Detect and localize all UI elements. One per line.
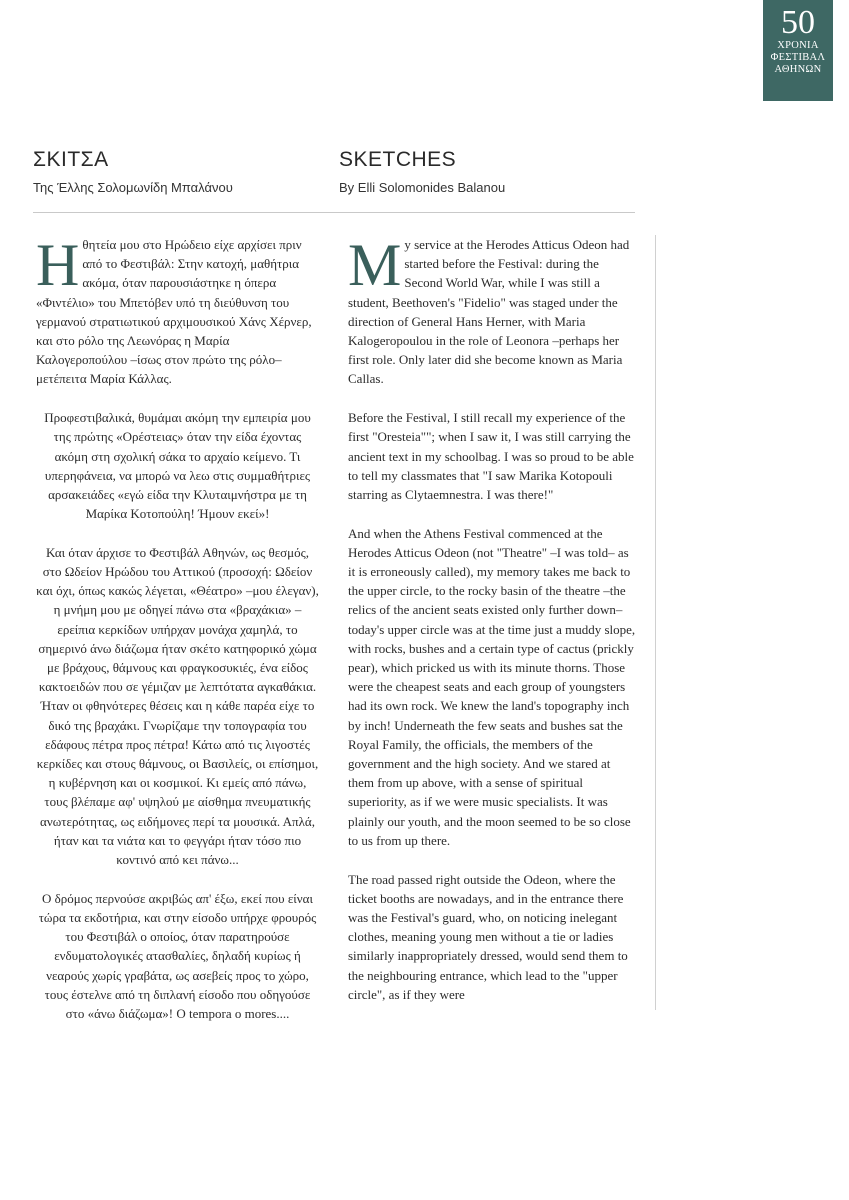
greek-byline: Της Έλλης Σολομωνίδη Μπαλάνου bbox=[33, 180, 233, 195]
festival-anniversary-badge bbox=[763, 0, 833, 101]
english-byline: By Elli Solomonides Balanou bbox=[339, 180, 506, 195]
english-drop-cap: M bbox=[348, 232, 402, 298]
column-divider bbox=[655, 235, 656, 1010]
english-paragraph-1 bbox=[348, 232, 638, 389]
english-paragraph-1-text: y service at the Herodes Atticus Odeon had started before the Festival: during the Second World War, while I was still a student, Beethoven's "Fidelio" was staged under the direction of General Hans Herner, with Maria Kalogeropoulou in the role of Leonora –perhaps her first role. Only later did she become known as Maria Callas. bbox=[348, 237, 630, 387]
english-paragraph-2: Before the Festival, I still recall my experience of the first "Oresteia""; when I saw it, I was still carrying the ancient text in my schoolbag. I was so proud to be able to tell my classmates that "I saw Marika Kotopouli starring as Clytaemnestra. I was there!" bbox=[348, 410, 634, 502]
english-paragraph-3: And when the Athens Festival commenced at the Herodes Atticus Odeon (not "Theatre" –I was told– as it is erroneously called), my memory takes me back to the upper circle, to the rocky basin of the theatre –the relics of the ancient seats existed only further down– today's upper circle was at the time just a muddy slope, with rocks, bushes and a certain type of cactus (prickly pear), which pricked us with its minute thorns. Those were the cheapest seats and each group of youngsters had its own rock. We knew the land's topography inch by inch! Underneath the few seats and bushes sat the Royal Family, the officials, the members of the government and the high society. And we stared at them from up above, with a sense of spiritual superiority, as if we were music specialists. It was plainly our youth, and the moon seemed to be so close to us from up there. bbox=[348, 525, 636, 848]
english-text-column bbox=[348, 232, 638, 1024]
english-paragraph-4: The road passed right outside the Odeon, where the ticket booths are nowadays, and in the entrance there was the Festival's guard, who, on noticing inelegant clothes, meaning young men without a tie or ladies similarly inappropriately dressed, would send them to the neighbouring entrance, which lead to the "upper circle", as if they were bbox=[348, 871, 628, 1002]
badge-line-1: ΧΡΟΝΙΑ bbox=[777, 40, 819, 51]
greek-paragraph-1 bbox=[36, 232, 319, 389]
greek-paragraph-1-text: θητεία μου στο Ηρώδειο είχε αρχίσει πριν από το Φεστιβάλ: Στην κατοχή, μαθήτρια ακόμα, όταν παρουσιάστηκε η όπερα «Φιντέλιο» του Μπετόβεν υπό τη διεύθυνση του γερμανού στρατιωτικού αρχιμουσικού Χάνς Χέρνερ, και στο ρόλο της Λεωνόρας η Μαρία Καλογεροπούλου –ίσως στον πρώτο της ρόλο– μετέπειτα Μαρία Κάλλας. bbox=[36, 237, 312, 387]
english-title: SKETCHES bbox=[339, 148, 457, 171]
badge-line-2: ΦΕΣΤΙΒΑΛ bbox=[770, 52, 826, 63]
greek-text-column bbox=[36, 232, 319, 1043]
header-divider bbox=[33, 212, 635, 213]
greek-paragraph-2: Προφεστιβαλικά, θυμάμαι ακόμη την εμπειρία μου της πρώτης «Ορέστειας» όταν την είδα έχοντας ακόμη στη σχολική σάκα το αρχαίο κείμενο. Τι υπερηφάνεια, να μπορώ να λεω στις συμμαθήτριες αρσακειάδες «εγώ είδα την Κλυταιμνήστρα με τη Μαρίκα Κοτοπούλη! Ήμουν εκεί»! bbox=[44, 410, 311, 522]
greek-drop-cap: Η bbox=[36, 232, 80, 298]
badge-line-3: ΑΘΗΝΩΝ bbox=[774, 64, 822, 75]
greek-paragraph-3: Και όταν άρχισε το Φεστιβάλ Αθηνών, ως θεσμός, στο Ωδείον Ηρώδου του Αττικού (προσοχή: Ωδείον και όχι, όπως κακώς λέγεται, «Θέατρο» –μου έλεγαν), η μνήμη μου με οδηγεί πάνω στα «βραχάκια» –ερείπια κερκίδων υπήρχαν μονάχα χαμηλά, το σημερινό άνω διάζωμα ήταν σκέτο κατηφορικό χώμα με βράχους, θάμνους και φραγκοσυκιές, ένα είδος κακτοειδών που σε γέμιζαν με λεπτότατα αγκαθάκια. Ήταν οι φθηνότερες θέσεις και η κάθε παρέα είχε το δικό της βραχάκι. Γνωρίζαμε την τοπογραφία του εδάφους πέτρα προς πέτρα! Κάτω από τις λιγοστές κερκίδες και στους θάμνους, οι Βασιλείς, οι επίσημοι, η κυβέρνηση και οι κοσμικοί. Κι εμείς από πάνω, τους βλέπαμε αφ' υψηλού με αίσθημα πνευματικής ανωτερότητας, ως ειδήμονες περί τα μουσικά. Απλά, ήταν και τα νιάτα και το φεγγάρι ήταν τόσο πιο κοντινό από κει πάνω... bbox=[36, 544, 319, 868]
greek-paragraph-4: Ο δρόμος περνούσε ακριβώς απ' έξω, εκεί που είναι τώρα τα εκδοτήρια, και στην είσοδο υπήρχε φρουρός του Φεστιβάλ ο οποίος, όταν παρατηρούσε ενδυματολογικές ατασθαλίες, δηλαδή κυρίως ή νεαρούς χωρίς γραβάτα, ως ασεβείς προς το χώρο, τους έστελνε από τη διπλανή είσοδο που οδηγούσε στο «άνω διάζωμα»! Ο tempora o mores.... bbox=[38, 890, 317, 1022]
badge-number: 50 bbox=[781, 4, 815, 41]
greek-title: ΣΚΙΤΣΑ bbox=[33, 148, 109, 171]
